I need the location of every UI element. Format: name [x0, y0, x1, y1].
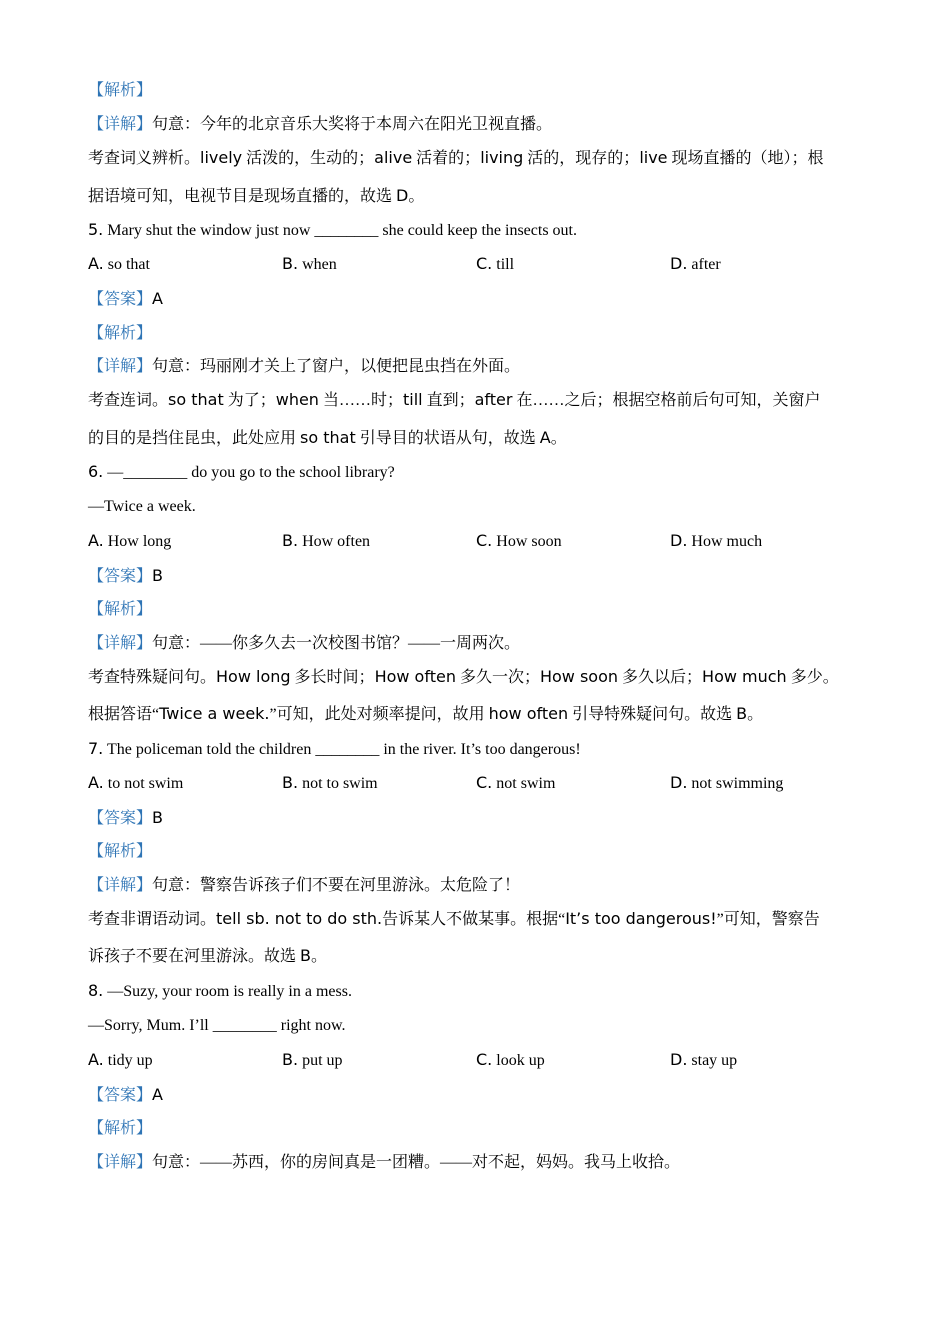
q7-option-a: A. to not swim [88, 773, 184, 792]
answer-line-q8: 【答案】A [88, 1085, 163, 1104]
q5-option-d: D. after [670, 254, 721, 273]
q7-option-d: D. not swimming [670, 773, 784, 792]
q5-option-c: C. till [476, 254, 515, 273]
q8-option-d: D. stay up [670, 1050, 738, 1069]
detail-line-q7: 【详解】句意：警察告诉孩子们不要在河里游泳。太危险了！ [88, 877, 521, 894]
answer-line-q7: 【答案】B [88, 808, 163, 827]
detail-line-q6: 【详解】句意：——你多久去一次校图书馆？——一周两次。 [88, 635, 521, 652]
question-8-stem: 8. —Suzy, your room is really in a mess. [88, 981, 352, 1000]
explanation-q7-cont: 诉孩子不要在河里游泳。故选 B。 [88, 946, 328, 965]
question-8-reply: —Sorry, Mum. I’ll ________ right now. [88, 1017, 346, 1034]
detail-line-q8: 【详解】句意：——苏西，你的房间真是一团糟。——对不起，妈妈。我马上收拾。 [88, 1154, 681, 1171]
q7-option-b: B. not to swim [282, 773, 378, 792]
answer-line-q5: 【答案】A [88, 289, 163, 308]
question-7-stem: 7. The policeman told the children ________ in the river. It’s too dangerous! [88, 739, 581, 758]
q6-option-a: A. How long [88, 531, 172, 550]
explanation-q4-cont: 据语境可知，电视节目是现场直播的，故选 D。 [88, 186, 425, 205]
question-5-stem: 5. Mary shut the window just now ________ she could keep the insects out. [88, 220, 577, 239]
q5-option-b: B. when [282, 254, 337, 273]
explanation-q6: 考查特殊疑问句。How long 多长时间；How often 多久一次；How soon 多久以后；How much 多少。 [88, 667, 839, 686]
analysis-label: 【解析】 [88, 601, 153, 618]
explanation-q5: 考查连词。so that 为了；when 当……时；till 直到；after 在……之后；根据空格前后句可知，关窗户 [88, 390, 821, 409]
analysis-label: 【解析】 [88, 1120, 153, 1137]
explanation-q7: 考查非谓语动词。tell sb. not to do sth.告诉某人不做某事。根据“It’s too dangerous!”可知，警察告 [88, 909, 820, 928]
q6-option-c: C. How soon [476, 531, 562, 550]
analysis-label: 【解析】 [88, 325, 153, 342]
q6-option-b: B. How often [282, 531, 371, 550]
q7-option-c: C. not swim [476, 773, 556, 792]
question-6-stem: 6. —________ do you go to the school library? [88, 462, 395, 481]
detail-line-q5: 【详解】句意：玛丽刚才关上了窗户，以便把昆虫挡在外面。 [88, 358, 521, 375]
question-6-reply: —Twice a week. [88, 498, 196, 515]
explanation-q4: 考查词义辨析。lively 活泼的，生动的；alive 活着的；living 活的，现存的；live 现场直播的（地）；根 [88, 148, 824, 167]
detail-line-q4: 【详解】句意：今年的北京音乐大奖将于本周六在阳光卫视直播。 [88, 116, 553, 133]
q6-option-d: D. How much [670, 531, 763, 550]
analysis-label: 【解析】 [88, 82, 153, 99]
q5-option-a: A. so that [88, 254, 150, 273]
explanation-q5-cont: 的目的是挡住昆虫，此处应用 so that 引导目的状语从句，故选 A。 [88, 428, 567, 447]
q8-option-c: C. look up [476, 1050, 545, 1069]
q8-option-b: B. put up [282, 1050, 343, 1069]
q8-option-a: A. tidy up [88, 1050, 153, 1069]
analysis-label: 【解析】 [88, 843, 153, 860]
answer-line-q6: 【答案】B [88, 566, 163, 585]
explanation-q6-cont: 根据答语“Twice a week.”可知，此处对频率提问，故用 how often 引导特殊疑问句。故选 B。 [88, 704, 764, 723]
